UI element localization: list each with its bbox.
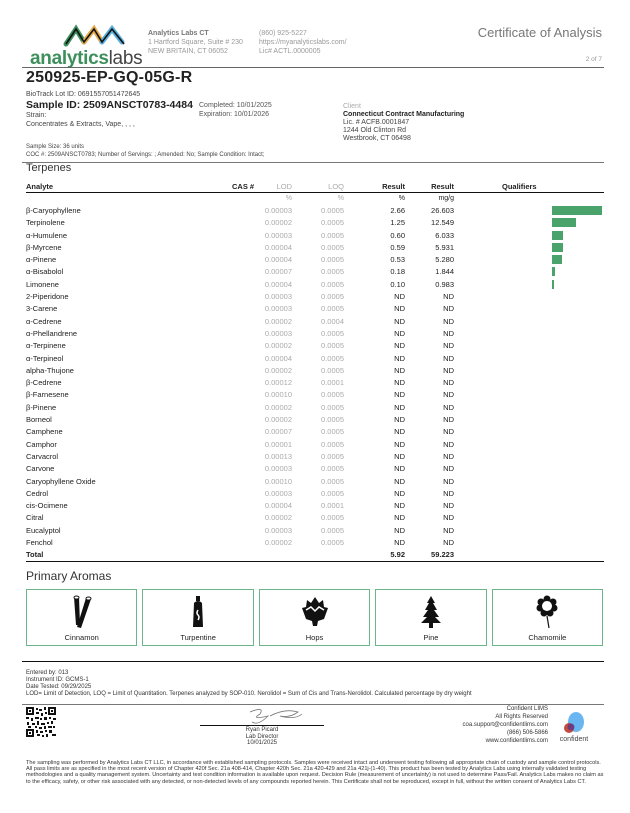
hops-icon — [302, 595, 328, 629]
result-pct-cell: 0.53 — [390, 255, 405, 265]
lab-license: Lic# ACTL.0000005 — [259, 48, 321, 55]
analyte-cell: Terpinolene — [26, 218, 65, 228]
result-bar — [552, 218, 576, 227]
loq-cell: 0.0001 — [321, 378, 344, 388]
result-mg-cell: ND — [443, 488, 454, 498]
lod-cell: 0.00012 — [264, 378, 292, 388]
result-mg-cell: 6.033 — [435, 230, 454, 240]
disclaimer-text: The sampling was performed by Analytics Labs CT LLC, in accordance with established sampling protocols. Samples were received intact and underwent testing following all appropriate chain of custody and sample control protocols. All pass limits are as specified in the most recent version of Chapter 420f Sec. 21a 408-414, Chapter 420h Sec. 21a 420-429 and 21a 421j-(1-40). This product has been tested by Analytics Labs using internally validated testing methodologies and a quality management system. Uncertainty and test condition information is available upon request. Decision Rule (measurement of uncertainty) is not used to determine Pass/Fail. Analytics Labs makes no claim as to the efficacy, safety, or other risk associated with any detected, or non-detected levels of any compounds reported herein. This Certificate shall not be reproduced, except in full, without the written consent of Analytics Labs CT. — [26, 760, 604, 785]
lims-name: Confident LIMS — [506, 706, 548, 712]
terpenes-table — [26, 181, 604, 562]
lod-cell: 0.00002 — [264, 402, 292, 412]
analyte-cell: 2-Piperidone — [26, 292, 69, 302]
table-row — [26, 476, 604, 488]
result-pct-cell: ND — [394, 304, 405, 314]
loq-cell: 0.0005 — [321, 415, 344, 425]
lims-email-link[interactable]: coa.support@confidentlims.com — [462, 722, 548, 728]
client-address-1: 1244 Old Clinton Rd — [343, 127, 407, 134]
result-pct-cell: ND — [394, 341, 405, 351]
client-label: Client — [343, 103, 361, 110]
result-pct-cell: ND — [394, 451, 405, 461]
lod-cell: 0.00002 — [264, 316, 292, 326]
qr-code-icon[interactable] — [26, 707, 56, 737]
result-pct-cell: ND — [394, 390, 405, 400]
result-mg-cell: ND — [443, 328, 454, 338]
result-pct-cell: ND — [394, 427, 405, 437]
lab-info — [148, 29, 243, 56]
result-mg-cell: 12.549 — [431, 218, 454, 228]
lab-contact — [259, 29, 347, 56]
table-row — [26, 340, 604, 352]
lab-name: Analytics Labs CT — [148, 30, 209, 37]
total-mg: 59.223 — [431, 550, 454, 560]
loq-cell: 0.0005 — [321, 439, 344, 449]
loq-cell: 0.0005 — [321, 292, 344, 302]
unit-lod: % — [285, 195, 292, 202]
table-row — [26, 377, 604, 389]
result-mg-cell: ND — [443, 390, 454, 400]
lod-cell: 0.00003 — [264, 304, 292, 314]
loq-cell: 0.0005 — [321, 513, 344, 523]
loq-cell: 0.0005 — [321, 402, 344, 412]
result-mg-cell: ND — [443, 415, 454, 425]
analyte-cell: β-Farnesene — [26, 390, 69, 400]
signature-date: 10/01/2025 — [246, 740, 278, 746]
coc-info: COC #: 2509ANSCT0783; Number of Servings: ; Amended: No; Sample Condition: Intact; — [26, 151, 265, 158]
lod-cell: 0.00003 — [264, 488, 292, 498]
total-row — [26, 549, 604, 562]
lod-cell: 0.00007 — [264, 427, 292, 437]
loq-cell: 0.0005 — [321, 267, 344, 277]
table-body — [26, 205, 604, 549]
result-mg-cell: ND — [443, 464, 454, 474]
lod-cell: 0.00007 — [264, 267, 292, 277]
result-bar — [552, 231, 563, 240]
instrument-id: Instrument ID: GCMS-1 — [26, 677, 89, 683]
result-pct-cell: 1.25 — [390, 218, 405, 228]
lod-cell: 0.00004 — [264, 279, 292, 289]
sample-meta — [26, 144, 264, 159]
confident-logo-text: confident — [559, 736, 589, 743]
header-analyte: Analyte — [26, 182, 54, 191]
lod-cell: 0.00002 — [264, 218, 292, 228]
result-pct-cell: ND — [394, 415, 405, 425]
header-cas: CAS # — [232, 182, 255, 191]
completed-date: Completed: 10/01/2025 — [199, 102, 272, 109]
logo-wave-icon — [62, 24, 130, 48]
analyte-cell: Limonene — [26, 279, 59, 289]
result-pct-cell: ND — [394, 353, 405, 363]
result-pct-cell: ND — [394, 513, 405, 523]
table-row — [26, 328, 604, 340]
loq-cell: 0.0005 — [321, 488, 344, 498]
result-pct-cell: ND — [394, 488, 405, 498]
table-row — [26, 402, 604, 414]
table-row — [26, 279, 604, 291]
signatory-name: Ryan Picard — [245, 727, 279, 733]
units-row — [26, 193, 604, 205]
lims-phone: (866) 506-5866 — [506, 730, 548, 736]
analyte-cell: alpha-Thujone — [26, 365, 74, 375]
result-pct-cell: ND — [394, 464, 405, 474]
lab-address-2: NEW BRITAIN, CT 06052 — [148, 48, 228, 55]
result-mg-cell: ND — [443, 341, 454, 351]
analyte-cell: Fenchol — [26, 538, 53, 548]
report-id: 250925-EP-GQ-05G-R — [26, 69, 193, 86]
table-row — [26, 389, 604, 401]
table-row — [26, 365, 604, 377]
analyte-cell: α-Terpineol — [26, 353, 64, 363]
pine-icon — [419, 595, 443, 629]
signature-line — [200, 725, 324, 726]
logo-text-light: labs — [108, 48, 143, 69]
loq-cell: 0.0005 — [321, 304, 344, 314]
loq-cell: 0.0005 — [321, 476, 344, 486]
result-mg-cell: ND — [443, 451, 454, 461]
aroma-card-cinnamon — [26, 589, 137, 646]
analyte-cell: 3-Carene — [26, 304, 58, 314]
loq-cell: 0.0005 — [321, 427, 344, 437]
lod-cell: 0.00001 — [264, 439, 292, 449]
lod-cell: 0.00003 — [264, 525, 292, 535]
result-pct-cell: ND — [394, 501, 405, 511]
loq-cell: 0.0005 — [321, 464, 344, 474]
analyte-cell: Citral — [26, 513, 44, 523]
loq-cell: 0.0005 — [321, 242, 344, 252]
primary-aromas-title: Primary Aromas — [26, 569, 112, 583]
aroma-label: Turpentine — [180, 633, 216, 642]
lims-website-link[interactable]: www.confidentlims.com — [485, 738, 548, 744]
table-row — [26, 316, 604, 328]
loq-cell: 0.0005 — [321, 230, 344, 240]
result-pct-cell: ND — [394, 292, 405, 302]
result-mg-cell: 1.844 — [435, 267, 454, 277]
aroma-label: Chamomile — [528, 633, 567, 642]
result-mg-cell: ND — [443, 525, 454, 535]
result-mg-cell: ND — [443, 402, 454, 412]
loq-cell: 0.0005 — [321, 341, 344, 351]
signatory-title: Lab Director — [245, 733, 279, 740]
expiration-date: Expiration: 10/01/2026 — [199, 111, 270, 118]
analyte-cell: cis-Ocimene — [26, 501, 68, 511]
result-mg-cell: 5.280 — [435, 255, 454, 265]
date-tested: Date Tested: 09/29/2025 — [26, 684, 92, 690]
sample-id: Sample ID: 2509ANSCT0783-4484 — [26, 99, 193, 111]
result-mg-cell: ND — [443, 365, 454, 375]
chamomile-icon — [536, 595, 558, 629]
header-loq: LOQ — [328, 182, 344, 191]
lod-cell: 0.00002 — [264, 341, 292, 351]
table-row — [26, 303, 604, 315]
lod-cell: 0.00002 — [264, 538, 292, 548]
lab-website-link[interactable]: https://myanalyticslabs.com/ — [259, 39, 347, 46]
confident-logo — [554, 711, 594, 747]
client-address-2: Westbrook, CT 06498 — [343, 135, 411, 142]
result-pct-cell: ND — [394, 402, 405, 412]
lod-cell: 0.00004 — [264, 501, 292, 511]
loq-cell: 0.0005 — [321, 365, 344, 375]
result-bar — [552, 255, 562, 264]
result-pct-cell: 0.10 — [390, 279, 405, 289]
result-mg-cell: ND — [443, 501, 454, 511]
lab-phone: (860) 925-5227 — [259, 30, 307, 37]
lims-info — [463, 705, 548, 745]
sample-size: Sample Size: 36 units — [26, 144, 85, 150]
result-bar — [552, 243, 563, 252]
table-row — [26, 525, 604, 537]
analyte-cell: Carvone — [26, 464, 55, 474]
aroma-divider — [22, 661, 604, 662]
result-mg-cell: ND — [443, 427, 454, 437]
lod-cell: 0.00003 — [264, 464, 292, 474]
result-bar — [552, 267, 555, 276]
result-mg-cell: 26.603 — [431, 206, 454, 215]
result-mg-cell: ND — [443, 353, 454, 363]
table-row — [26, 266, 604, 278]
unit-result-mg: mg/g — [438, 195, 454, 202]
lod-cell: 0.00010 — [264, 390, 292, 400]
analytics-labs-logo — [22, 22, 142, 70]
lod-cell: 0.00004 — [264, 242, 292, 252]
lod-cell: 0.00002 — [264, 365, 292, 375]
header-lod: LOD — [276, 182, 292, 191]
loq-cell: 0.0005 — [321, 218, 344, 228]
aroma-label: Hops — [305, 633, 324, 642]
unit-result-pct: % — [398, 195, 405, 202]
table-row — [26, 217, 604, 229]
analyte-cell: α-Pinene — [26, 255, 57, 265]
header-qualifiers: Qualifiers — [502, 182, 537, 191]
loq-cell: 0.0005 — [321, 525, 344, 535]
table-row — [26, 254, 604, 266]
result-mg-cell: 5.931 — [435, 242, 454, 252]
sample-category: Concentrates & Extracts, Vape, , , , — [26, 121, 135, 128]
result-pct-cell: ND — [394, 525, 405, 535]
analyte-cell: β-Cedrene — [26, 378, 62, 388]
result-mg-cell: ND — [443, 304, 454, 314]
analyte-cell: β-Myrcene — [26, 242, 62, 252]
turpentine-icon — [190, 595, 206, 629]
entered-by: Entered by: 013 — [26, 670, 69, 676]
strain-info — [26, 111, 135, 129]
analyte-cell: α-Cedrene — [26, 316, 62, 326]
client-license: Lic. # ACFB.0001847 — [343, 119, 410, 126]
lod-cell: 0.00003 — [264, 206, 292, 215]
sample-dates — [199, 101, 272, 119]
analyte-cell: Carvacrol — [26, 451, 59, 461]
aroma-label: Cinnamon — [64, 633, 99, 642]
loq-cell: 0.0005 — [321, 353, 344, 363]
aroma-card-pine — [375, 589, 486, 646]
aroma-card-turpentine — [142, 589, 253, 646]
result-pct-cell: 0.18 — [390, 267, 405, 277]
loq-cell: 0.0005 — [321, 451, 344, 461]
total-pct: 5.92 — [390, 550, 405, 560]
analyte-cell: Eucalyptol — [26, 525, 61, 535]
cinnamon-icon — [70, 595, 94, 629]
table-row — [26, 414, 604, 426]
unit-loq: % — [337, 195, 344, 202]
table-row — [26, 242, 604, 254]
lod-cell: 0.00004 — [264, 255, 292, 265]
result-bar — [552, 280, 554, 289]
analyte-cell: α-Phellandrene — [26, 328, 78, 338]
analyte-cell: Caryophyllene Oxide — [26, 476, 96, 486]
table-row — [26, 451, 604, 463]
table-row — [26, 488, 604, 500]
loq-cell: 0.0005 — [321, 279, 344, 289]
analyte-cell: α-Humulene — [26, 230, 68, 240]
result-mg-cell: ND — [443, 316, 454, 326]
loq-cell: 0.0001 — [321, 501, 344, 511]
table-row — [26, 230, 604, 242]
legend-note: LOD= Limit of Detection, LOQ = Limit of Quantitation. Terpenes analyzed by SOP-010. Nerolidol = Sum of Cis and Trans-Nerolidol. Calculated percentage by dry weight — [26, 691, 472, 697]
result-mg-cell: ND — [443, 476, 454, 486]
result-bar — [552, 206, 602, 215]
confident-logo-icon — [554, 711, 594, 737]
analyte-cell: α-Terpinene — [26, 341, 66, 351]
result-pct-cell: ND — [394, 316, 405, 326]
lod-cell: 0.00003 — [264, 292, 292, 302]
aroma-label: Pine — [423, 633, 439, 642]
aromas-list — [26, 589, 603, 646]
analyte-cell: Borneol — [26, 415, 52, 425]
table-row — [26, 463, 604, 475]
analyte-cell: Camphene — [26, 427, 63, 437]
analyte-cell: Cedrol — [26, 488, 49, 498]
analyte-cell: Camphor — [26, 439, 57, 449]
analyte-cell: β-Pinene — [26, 402, 57, 412]
table-header — [26, 181, 604, 193]
loq-cell: 0.0005 — [321, 328, 344, 338]
biotrack-lot-id: BioTrack Lot ID: 0691557051472645 — [26, 91, 141, 98]
header-result-mg: Result — [431, 182, 454, 191]
result-pct-cell: ND — [394, 328, 405, 338]
lims-rights: All Rights Reserved — [495, 714, 548, 720]
loq-cell: 0.0005 — [321, 390, 344, 400]
table-row — [26, 426, 604, 438]
client-info — [343, 103, 464, 143]
page-number: 2 of 7 — [585, 56, 602, 63]
logo-text-bold: analytics — [30, 48, 109, 69]
analyte-cell: α-Bisabolol — [26, 267, 64, 277]
loq-cell: 0.0005 — [321, 255, 344, 265]
lod-cell: 0.00003 — [264, 328, 292, 338]
result-pct-cell: ND — [394, 538, 405, 548]
total-label: Total — [26, 550, 44, 560]
result-pct-cell: 0.60 — [390, 230, 405, 240]
client-name: Connecticut Contract Manufacturing — [343, 111, 465, 118]
result-pct-cell: 2.66 — [390, 206, 405, 215]
result-pct-cell: ND — [394, 476, 405, 486]
table-row — [26, 512, 604, 524]
lod-cell: 0.00003 — [264, 230, 292, 240]
result-mg-cell: ND — [443, 378, 454, 388]
result-mg-cell: ND — [443, 292, 454, 302]
loq-cell: 0.0005 — [321, 206, 344, 215]
result-mg-cell: ND — [443, 439, 454, 449]
result-mg-cell: ND — [443, 513, 454, 523]
table-row — [26, 353, 604, 365]
strain-label: Strain: — [26, 112, 47, 119]
table-row — [26, 537, 604, 549]
lod-cell: 0.00002 — [264, 513, 292, 523]
section-divider — [22, 162, 604, 163]
result-pct-cell: 0.59 — [390, 242, 405, 252]
document-title: Certificate of Analysis — [477, 25, 602, 40]
table-row — [26, 500, 604, 512]
lod-cell: 0.00004 — [264, 353, 292, 363]
result-pct-cell: ND — [394, 378, 405, 388]
signatory — [200, 727, 324, 747]
aroma-card-hops — [259, 589, 370, 646]
result-mg-cell: 0.983 — [435, 279, 454, 289]
loq-cell: 0.0005 — [321, 538, 344, 548]
result-mg-cell: ND — [443, 538, 454, 548]
result-pct-cell: ND — [394, 365, 405, 375]
table-row — [26, 439, 604, 451]
lab-address-1: 1 Hartford Square, Suite # 230 — [148, 39, 243, 46]
test-notes — [26, 670, 472, 698]
lod-cell: 0.00010 — [264, 476, 292, 486]
lod-cell: 0.00013 — [264, 451, 292, 461]
table-row — [26, 291, 604, 303]
header-result-pct: Result — [382, 182, 405, 191]
result-pct-cell: ND — [394, 439, 405, 449]
loq-cell: 0.0004 — [321, 316, 344, 326]
header-divider — [22, 67, 604, 68]
terpenes-section-title: Terpenes — [26, 162, 72, 174]
table-row — [26, 205, 604, 217]
analyte-cell: β-Caryophyllene — [26, 206, 81, 215]
aroma-card-chamomile — [492, 589, 603, 646]
lod-cell: 0.00002 — [264, 415, 292, 425]
